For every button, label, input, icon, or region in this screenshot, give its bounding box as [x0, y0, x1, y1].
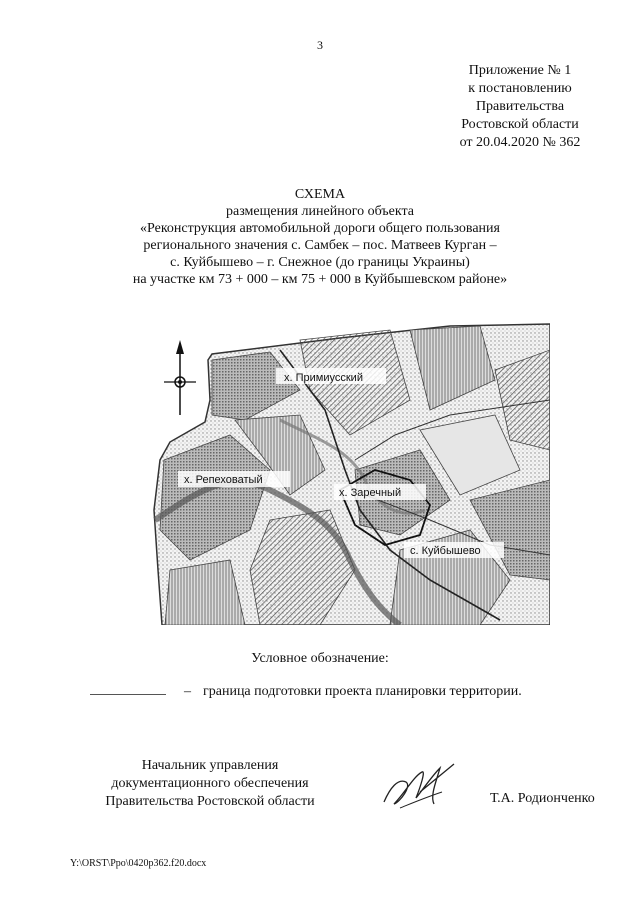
signatory-line: Правительства Ростовской области — [105, 794, 315, 809]
scheme-heading — [60, 186, 580, 288]
legend-line-symbol — [90, 694, 166, 695]
signatory-name: Т.А. Родионченко — [490, 791, 595, 806]
legend-text: граница подготовки проекта планировки территории. — [203, 684, 522, 699]
appendix-line: Ростовской области — [461, 117, 579, 132]
map-label-kuibyshevo: с. Куйбышево — [410, 545, 481, 557]
appendix-line: к постановлению — [468, 81, 572, 96]
map-label-repekhovaty: х. Репеховатый — [184, 474, 263, 486]
appendix-line: Правительства — [475, 99, 565, 114]
appendix-line: Приложение № 1 — [468, 63, 572, 78]
signatory-line: документационного обеспечения — [111, 776, 309, 791]
map-label-primiussky: х. Примиусский — [284, 372, 363, 384]
legend-dash: – — [184, 684, 191, 699]
signatory-line: Начальник управления — [141, 758, 279, 773]
signatory-title — [82, 757, 338, 811]
scheme-line: с. Куйбышево – г. Снежное (до границы Украины) — [170, 255, 470, 270]
legend-title: Условное обозначение: — [251, 651, 389, 666]
map-label-zarechny: х. Заречный — [339, 487, 402, 499]
handwritten-signature — [380, 758, 460, 814]
page-number: 3 — [317, 38, 323, 52]
file-path: Y:\ORST\Ppo\0420p362.f20.docx — [70, 858, 207, 869]
scheme-line: размещения линейного объекта — [226, 204, 414, 219]
scheme-line: регионального значения с. Самбек – пос. Матвеев Курган – — [143, 238, 497, 253]
appendix-line: от 20.04.2020 № 362 — [459, 135, 581, 150]
north-arrow-icon — [164, 340, 196, 415]
scheme-map — [150, 320, 550, 625]
scheme-line: на участке км 73 + 000 – км 75 + 000 в Куйбышевском районе» — [132, 272, 508, 287]
scheme-title: СХЕМА — [294, 187, 346, 202]
scheme-line: «Реконструкция автомобильной дороги общего пользования — [140, 221, 500, 236]
appendix-header — [430, 62, 610, 152]
